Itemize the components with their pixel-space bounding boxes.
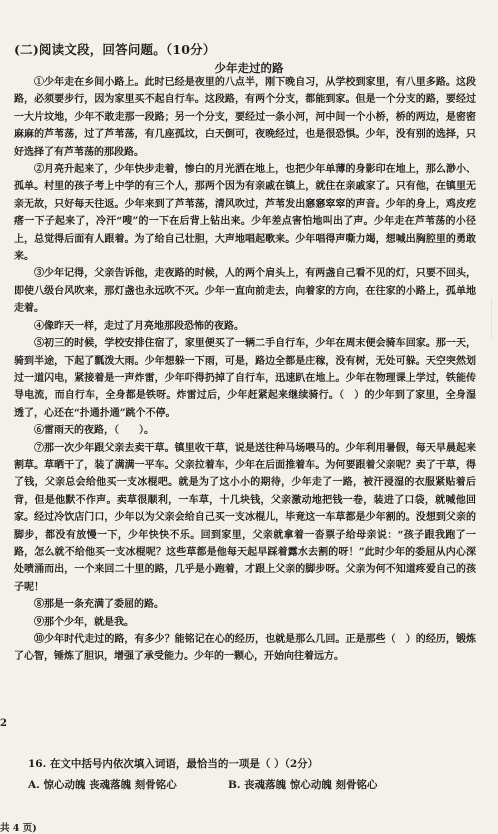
paragraph-1: ①少年走在乡间小路上。此时已经是夜里的八点半，刚下晚自习，从学校到家里，有八里多路。这段路，必须要步行，因为家里买不起自行车。这段路，有两个分支，都能到家。但是一个分支的路，要经过一大片坟地，少年不敢走那一段路；另一个分支，要经过一条小河，河中间一个小桥，桥的两边，是密密麻麻的芦苇荡，过了芦苇荡，有几座孤坟，白天倒可，夜晚经过，也是很恐惧。少年，没有别的选择，只好选择了有芦苇荡的那段路。 [14,77,476,158]
option-a[interactable]: A. 惊心动魄 丧魂落魄 刻骨铭心 [28,779,177,791]
paragraph-10: ⑩少年时代走过的路，有多少？能铭记在心的经历，也就是那么几回。正是那些（ ）的经历，锻炼了心智，锤炼了胆识，增强了承受能力。少年的一颗心，开始向往着远方。 [14,634,476,663]
paragraph-4: ④像昨天一样，走过了月亮地那段恐怖的夜路。 [34,320,244,332]
option-b[interactable]: B. 丧魂落魄 惊心动魄 刻骨铭心 [228,779,378,791]
section-title: (二)阅读文段，回答问题。（10分） [14,42,216,57]
paragraph-9: ⑨那个少年，就是我。 [34,616,134,628]
paragraph-7: ⑦那一次少年跟父亲去卖干草。镇里收干草，说是送往种马场喂马的。少年利用暑假，每天早晨起来割草。草晒干了，装了满满一平车。父亲拉着车，少年在后面推着车。为何要跟着父亲呢？卖了干草，得了钱，父亲总会给他买一支冰棍吧。就是为了这小小的期待，少年走了一路，被汗浸湿的衣服紧贴着后背，但是他默不作声。卖草很顺利，一车草，十几块钱，父亲激动地把钱一卷，装进了口袋，就喊他回家。经过冷饮店门口，少年以为父亲会给自己买一支冰棍儿，毕竟这一车草都是少年割的。没想到父亲的脚步，都没有放慢一下，少年快快不乐。回到家里，父亲就拿着一沓票子给母亲说：“孩子跟我跑了一路，怎么就不给他买一支冰棍呢？这些草都是他每天起早踩着露水去割的呀！”此时少年的委屈从内心深处喷涌而出，一个来回二十里的路，几乎是小跑着，才跟上父亲的脚步呀。父亲为何不知道疼爱自己的孩子呢！ [14,442,476,593]
paper-stain [481,300,492,340]
paragraph-8: ⑧那是一条充满了委屈的路。 [34,599,164,611]
margin-mark: 2 [0,718,7,729]
article-body [14,74,476,666]
question-16 [28,756,488,792]
paragraph-5: ⑤初三的时候，学校安排住宿了，家里便买了一辆二手自行车，少年在周末便会骑车回家。那一天，骑到半途，下起了瓢泼大雨。少年想躲一下雨，可是，路边全都是庄稼，没有树，无处可躲。天空突然划过一道闪电，紧接着是一声炸雷，少年吓得扔掉了自行车，迅速趴在地上。少年在物理课上学过，铁能传导电流，而自行车，全身都是铁呀。炸雷过后，少年赶紧起来继续骑行。（ ）的少年到了家里，全身湿透了，心还在“扑通扑通”跳个不停。 [14,338,476,419]
question-options [28,777,488,792]
paragraph-3: ③少年记得，父亲告诉他，走夜路的时候，人的两个肩头上，有两盏自己看不见的灯，只要不回头，即使八级台风吹来，那灯盏也永远吹不灭。少年一直向前走去，向着家的方向，在往家的小路上，孤单地走着。 [14,268,476,315]
page-footer: 共 4 页) [0,823,37,834]
article-title: 少年走过的路 [214,61,284,75]
paragraph-2: ②月亮升起来了，少年快步走着，惨白的月光洒在地上，也把少年单薄的身影印在地上，那么渺小、孤单。村里的孩子考上中学的有三个人，那两个因为有亲戚在镇上，就住在亲戚家了。只有他，在镇里无亲无故，只好每天往返。少年来到了芦苇荡，清风吹过，芦苇发出窸窸窣窣的声音。少年的身上，鸡皮疙瘩一下子起来了，冷汗“嗖”的一下在后背上钻出来。少年差点害怕地叫出了声。少年走在芦苇荡的小径上，总觉得后面有人跟着。为了给自己壮胆，大声地唱起歌来。少年唱得声嘶力竭，想喊出胸腔里的勇敢来。 [14,164,476,263]
question-stem: 16. 在文中括号内依次填入词语，最恰当的一项是（ ）（2分） [28,758,319,770]
paragraph-6: ⑥雷雨天的夜路，（ ）。 [34,425,154,437]
